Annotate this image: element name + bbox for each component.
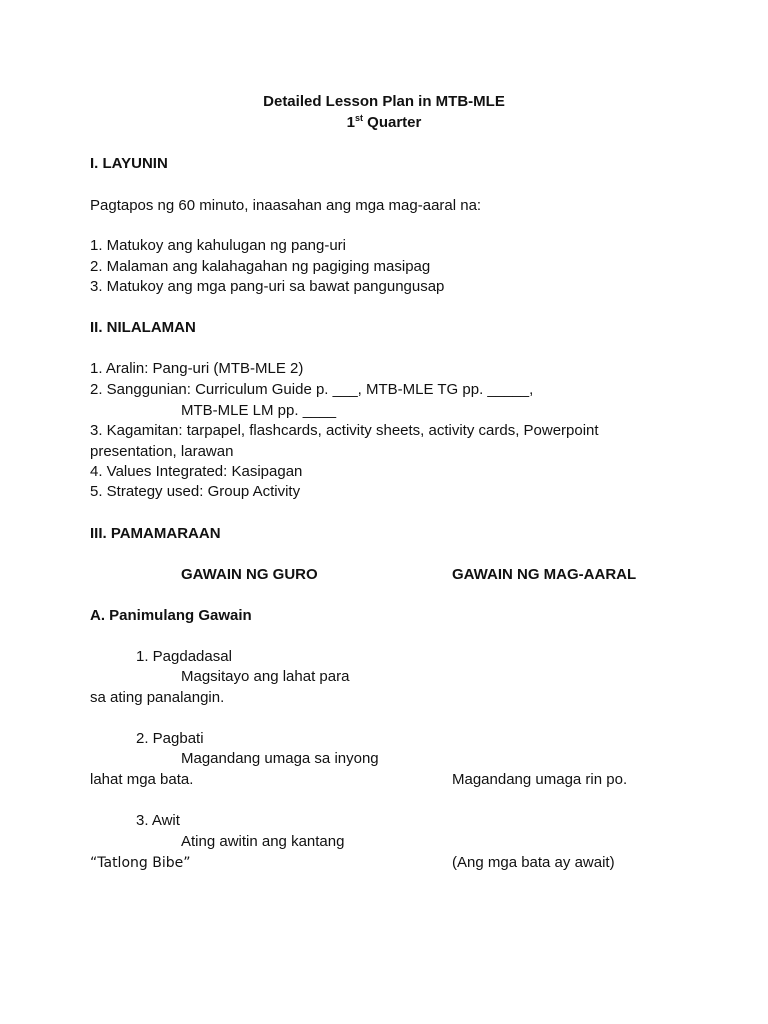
layunin-heading: I. LAYUNIN bbox=[90, 155, 168, 172]
awit-response: (Ang mga bata ay await) bbox=[452, 854, 615, 871]
nilalaman-heading: II. NILALAMAN bbox=[90, 319, 196, 336]
pagbati-text: Magandang umaga sa inyong bbox=[181, 750, 379, 767]
nilalaman-line: MTB-MLE LM pp. ____ bbox=[181, 402, 337, 419]
layunin-item: 1. Matukoy ang kahulugan ng pang-uri bbox=[90, 237, 347, 254]
awit-text: Ating awitin ang kantang bbox=[181, 833, 345, 850]
nilalaman-line: 5. Strategy used: Group Activity bbox=[90, 483, 301, 500]
quarter-word: Quarter bbox=[367, 114, 422, 131]
document-title: Detailed Lesson Plan in MTB-MLE bbox=[263, 93, 505, 110]
pamamaraan-heading: III. PAMAMARAAN bbox=[90, 525, 221, 542]
awit-label: 3. Awit bbox=[136, 812, 180, 829]
pagbati-response: Magandang umaga rin po. bbox=[452, 771, 628, 788]
pagbati-text: lahat mga bata. bbox=[90, 771, 194, 788]
layunin-item: 3. Matukoy ang mga pang-uri sa bawat pangungusap bbox=[90, 278, 445, 295]
column-header-guro: GAWAIN NG GURO bbox=[181, 566, 318, 583]
pagdadasal-label: 1. Pagdadasal bbox=[136, 648, 232, 665]
awit-song-title: “Tatlong Bibe” bbox=[90, 855, 191, 871]
nilalaman-line: 1. Aralin: Pang-uri (MTB-MLE 2) bbox=[90, 360, 304, 377]
quarter-heading bbox=[0, 114, 768, 132]
quarter-suffix: st bbox=[354, 113, 363, 123]
nilalaman-line: 3. Kagamitan: tarpapel, flashcards, activity sheets, activity cards, Powerpoint bbox=[90, 422, 599, 439]
layunin-intro: Pagtapos ng 60 minuto, inaasahan ang mga mag-aaral na: bbox=[90, 197, 482, 214]
section-a-heading: A. Panimulang Gawain bbox=[90, 607, 252, 624]
pagdadasal-text: Magsitayo ang lahat para bbox=[181, 668, 350, 685]
nilalaman-line: 4. Values Integrated: Kasipagan bbox=[90, 463, 303, 480]
quarter-number: 1 bbox=[346, 114, 355, 131]
pagbati-label: 2. Pagbati bbox=[136, 730, 204, 747]
nilalaman-line: 2. Sanggunian: Curriculum Guide p. ___, MTB-MLE TG pp. _____, bbox=[90, 381, 534, 398]
pagdadasal-text: sa ating panalangin. bbox=[90, 689, 225, 706]
layunin-item: 2. Malaman ang kalahagahan ng pagiging masipag bbox=[90, 258, 431, 275]
nilalaman-line: presentation, larawan bbox=[90, 443, 234, 460]
column-header-mag-aaral: GAWAIN NG MAG-AARAL bbox=[452, 566, 637, 583]
